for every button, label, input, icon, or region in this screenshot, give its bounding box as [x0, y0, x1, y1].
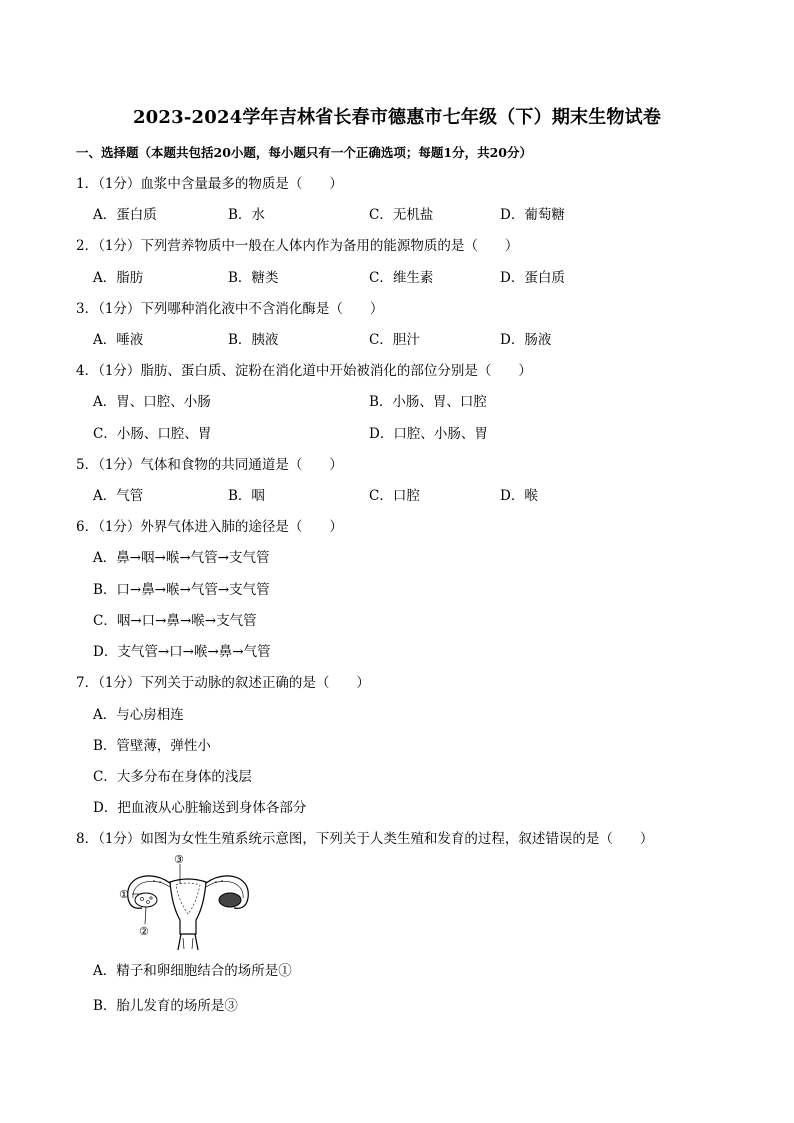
diagram-label-3: ③ [174, 854, 184, 866]
q4-option-d[interactable]: D．口腔、小肠、胃 [369, 426, 488, 442]
q6-option-a[interactable]: A．鼻→咽→喉→气管→支气管 [93, 550, 270, 566]
q6-option-b[interactable]: B．口→鼻→喉→气管→支气管 [93, 582, 270, 598]
q6-option-c[interactable]: C．咽→口→鼻→喉→支气管 [93, 613, 257, 629]
q2-option-d[interactable]: D．蛋白质 [500, 270, 565, 286]
q5-option-d[interactable]: D．喉 [500, 488, 538, 504]
question-6: 6．（1分）外界气体进入肺的途径是（ ） [76, 519, 343, 535]
q3-option-b[interactable]: B．胰液 [228, 332, 279, 348]
question-5: 5．（1分）气体和食物的共同通道是（ ） [76, 457, 343, 473]
q7-option-b[interactable]: B．管壁薄，弹性小 [93, 738, 211, 754]
q7-option-a[interactable]: A．与心房相连 [93, 707, 184, 723]
question-1: 1．（1分）血浆中含量最多的物质是（ ） [76, 176, 343, 192]
q3-option-a[interactable]: A．唾液 [93, 332, 144, 348]
question-7: 7．（1分）下列关于动脉的叙述正确的是（ ） [76, 675, 370, 691]
diagram-label-2: ② [139, 925, 149, 938]
q3-option-c[interactable]: C．胆汁 [369, 332, 420, 348]
q5-option-a[interactable]: A．气管 [93, 488, 144, 504]
q3-option-d[interactable]: D．肠液 [500, 332, 552, 348]
exam-title: 2023-2024学年吉林省长春市德惠市七年级（下）期末生物试卷 [132, 107, 662, 128]
q1-option-c[interactable]: C．无机盐 [369, 207, 434, 223]
question-8: 8．（1分）如图为女性生殖系统示意图，下列关于人类生殖和发育的过程，叙述错误的是（ ） [76, 831, 654, 847]
q6-option-d[interactable]: D．支气管→口→喉→鼻→气管 [93, 644, 271, 660]
q7-option-c[interactable]: C．大多分布在身体的浅层 [93, 769, 252, 785]
q8-option-b[interactable]: B．胎儿发育的场所是③ [93, 998, 238, 1014]
question-2: 2．（1分）下列营养物质中一般在人体内作为备用的能源物质的是（ ） [76, 238, 519, 254]
q5-option-b[interactable]: B．咽 [228, 488, 265, 504]
q8-option-a[interactable]: A．精子和卵细胞结合的场所是① [93, 963, 292, 979]
female-reproductive-system-diagram [118, 854, 258, 954]
q2-option-c[interactable]: C．维生素 [369, 270, 434, 286]
q1-option-a[interactable]: A．蛋白质 [93, 207, 157, 223]
q4-option-b[interactable]: B．小肠、胃、口腔 [369, 394, 487, 410]
q4-option-c[interactable]: C．小肠、口腔、胃 [93, 426, 212, 442]
q5-option-c[interactable]: C．口腔 [369, 488, 420, 504]
diagram-label-1: ① [119, 888, 129, 901]
q7-option-d[interactable]: D．把血液从心脏输送到身体各部分 [93, 800, 307, 816]
question-4: 4．（1分）脂肪、蛋白质、淀粉在消化道中开始被消化的部位分别是（ ） [76, 363, 532, 379]
q1-option-b[interactable]: B．水 [228, 207, 265, 223]
section-heading: 一、选择题（本题共包括20小题，每小题只有一个正确选项；每题1分，共20分） [76, 145, 532, 160]
q4-option-a[interactable]: A．胃、口腔、小肠 [93, 394, 211, 410]
question-3: 3．（1分）下列哪种消化液中不含消化酶是（ ） [76, 301, 384, 317]
q1-option-d[interactable]: D．葡萄糖 [500, 207, 565, 223]
q2-option-b[interactable]: B．糖类 [228, 270, 279, 286]
q2-option-a[interactable]: A．脂肪 [93, 270, 144, 286]
